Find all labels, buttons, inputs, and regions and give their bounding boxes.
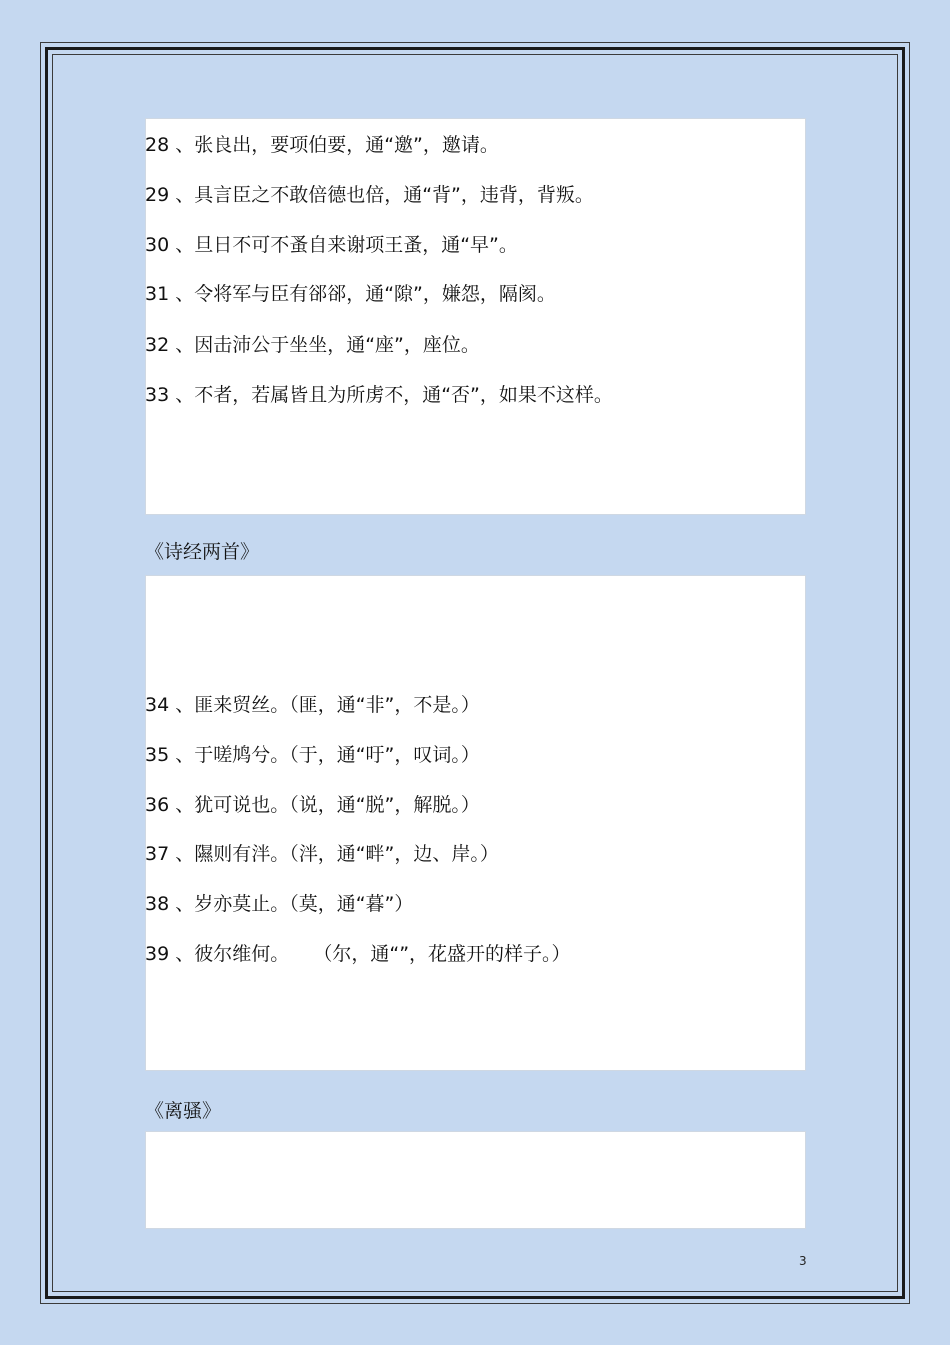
list-item: 38 、岁亦莫止。（莫，通“暮”） — [145, 893, 414, 915]
list-item: 29 、具言臣之不敢倍德也倍，通“背”，违背，背叛。 — [145, 184, 594, 206]
list-item: 36 、犹可说也。（说，通“脱”，解脱。） — [145, 794, 480, 816]
list-item: 37 、隰则有泮。（泮，通“畔”，边、岸。） — [145, 843, 499, 865]
text-box-3 — [145, 1131, 806, 1229]
page-number: 3 — [799, 1254, 807, 1268]
list-item: 34 、匪来贸丝。（匪，通“非”，不是。） — [145, 694, 480, 716]
list-item: 39 、彼尔维何。 （尔，通“”，花盛开的样子。） — [145, 943, 571, 965]
list-item: 31 、令将军与臣有郤郤，通“隙”，嫌怨，隔阂。 — [145, 283, 556, 305]
section-heading-shijing: 《诗经两首》 — [145, 541, 260, 563]
section-heading-lisao: 《离骚》 — [145, 1100, 222, 1122]
text-box-2 — [145, 575, 806, 1071]
list-item: 32 、因击沛公于坐坐，通“座”，座位。 — [145, 334, 480, 356]
text-box-1 — [145, 118, 806, 515]
list-item: 28 、张良出，要项伯要，通“邀”，邀请。 — [145, 134, 499, 156]
list-item: 35 、于嗟鸠兮。（于，通“吁”，叹词。） — [145, 744, 480, 766]
list-item: 30 、旦日不可不蚤自来谢项王蚤，通“早”。 — [145, 234, 518, 256]
list-item: 33 、不者，若属皆且为所虏不，通“否”，如果不这样。 — [145, 384, 613, 406]
